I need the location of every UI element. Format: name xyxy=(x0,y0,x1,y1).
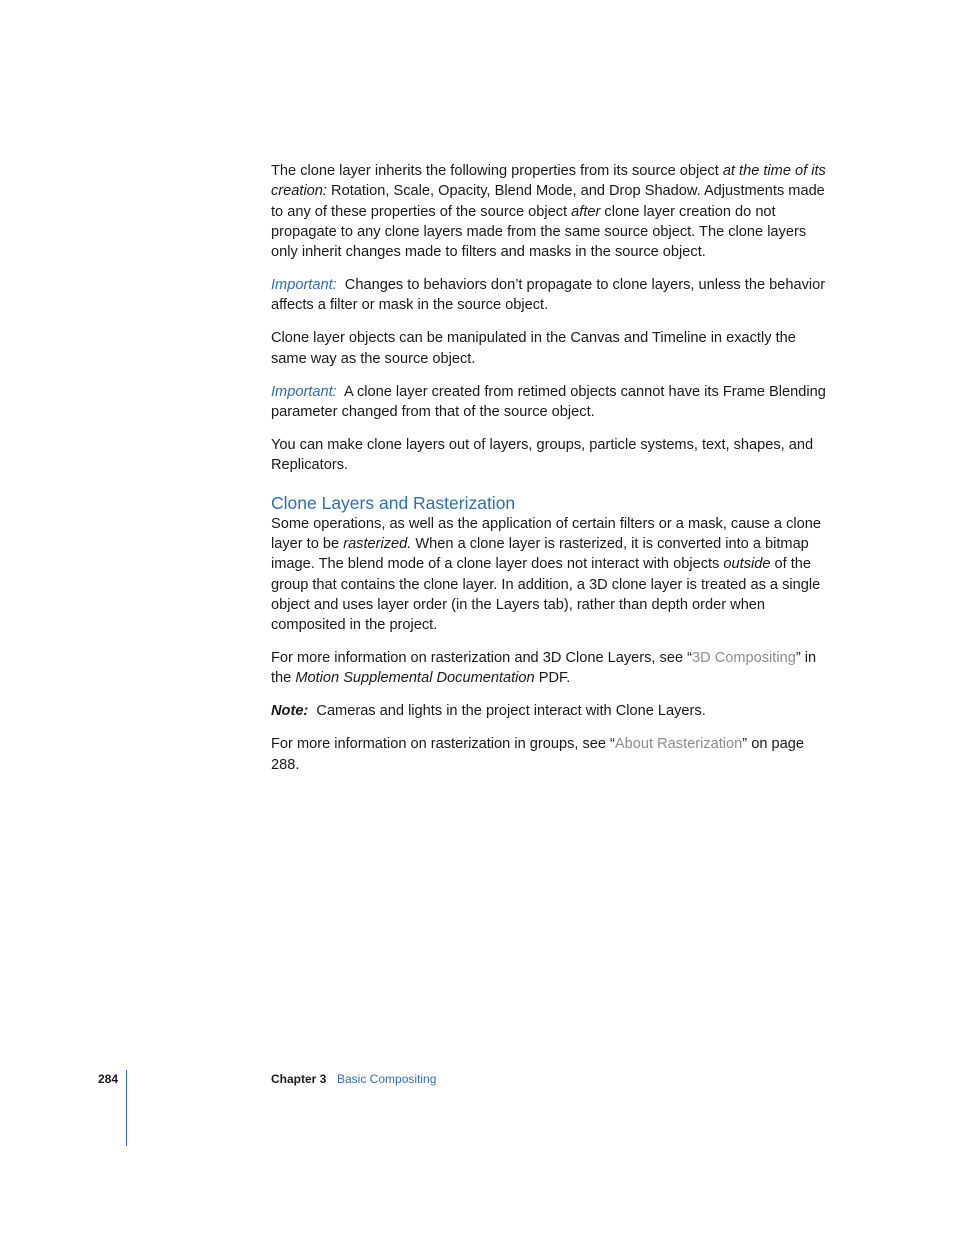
text-run: When a clone layer is rasterized, it is converted into a bitmap image. The blend mode of a clone layer does not interact with objects xyxy=(271,535,809,573)
link-3d-compositing[interactable]: 3D Compositing xyxy=(691,650,796,667)
important-label: Important: xyxy=(271,383,337,400)
important-note-frame-blending xyxy=(271,382,830,423)
page-body xyxy=(271,161,830,788)
chapter-label: Chapter 3 xyxy=(271,1072,327,1086)
important-text: Changes to behaviors don’t propagate to clone layers, unless the behavior affects a filter or mask in the source object. xyxy=(271,277,830,314)
paragraph-3d-compositing-reference xyxy=(271,648,827,689)
text-run: PDF. xyxy=(534,670,571,687)
important-note-behaviors xyxy=(271,275,830,316)
text-run: clone layer creation do not propagate to any clone layers made from the same source object. The clone layers only inherit changes made to filters and masks in the source object. xyxy=(271,203,807,261)
note-label: Note: xyxy=(271,703,309,720)
text-run: Rotation, Scale, Opacity, Blend Mode, and Drop Shadow. Adjustments made to any of these properties of the source object xyxy=(271,183,825,220)
important-text: A clone layer created from retimed objects cannot have its Frame Blending parameter changed from that of the source object. xyxy=(271,383,830,421)
text-run: Some operations, as well as the application of certain filters or a mask, cause a clone layer to be xyxy=(271,515,821,552)
page-number: 284 xyxy=(98,1072,119,1086)
emphasis-text: rasterized. xyxy=(343,535,412,552)
section-heading: Clone Layers and Rasterization xyxy=(271,492,516,513)
paragraph-groups-reference xyxy=(271,734,827,775)
text-run: For more information on rasterization and 3D Clone Layers, see “ xyxy=(271,650,692,667)
paragraph-rasterization xyxy=(271,514,827,636)
text-run: ” on page 288. xyxy=(271,736,804,773)
emphasis-text: outside xyxy=(723,556,771,573)
important-label: Important: xyxy=(271,277,337,294)
note-cameras-lights xyxy=(271,701,827,721)
link-about-rasterization[interactable]: About Rasterization xyxy=(614,736,743,753)
text-run: of the group that contains the clone layer. In addition, a 3D clone layer is treated as a single object and uses layer order (in the Layers tab), rather than depth order when composited in the project. xyxy=(271,556,821,634)
chapter-title: Basic Compositing xyxy=(337,1072,437,1086)
paragraph-canvas-timeline: Clone layer objects can be manipulated in the Canvas and Timeline in exactly the same way as the source object. xyxy=(271,330,796,367)
text-run: For more information on rasterization in groups, see “ xyxy=(271,736,615,753)
paragraph-inherited-properties xyxy=(271,161,827,262)
document-title: Motion Supplemental Documentation xyxy=(295,670,535,687)
text-run: ” in the xyxy=(271,650,817,687)
emphasis-text: at the time of its creation: xyxy=(271,163,826,200)
footer-divider xyxy=(126,1070,127,1146)
text-run: The clone layer inherits the following properties from its source object xyxy=(271,163,723,179)
paragraph-clone-sources: You can make clone layers out of layers, groups, particle systems, text, shapes, and Replicators. xyxy=(271,437,814,474)
emphasis-text: after xyxy=(571,203,601,220)
note-text: Cameras and lights in the project interact with Clone Layers. xyxy=(308,703,706,720)
